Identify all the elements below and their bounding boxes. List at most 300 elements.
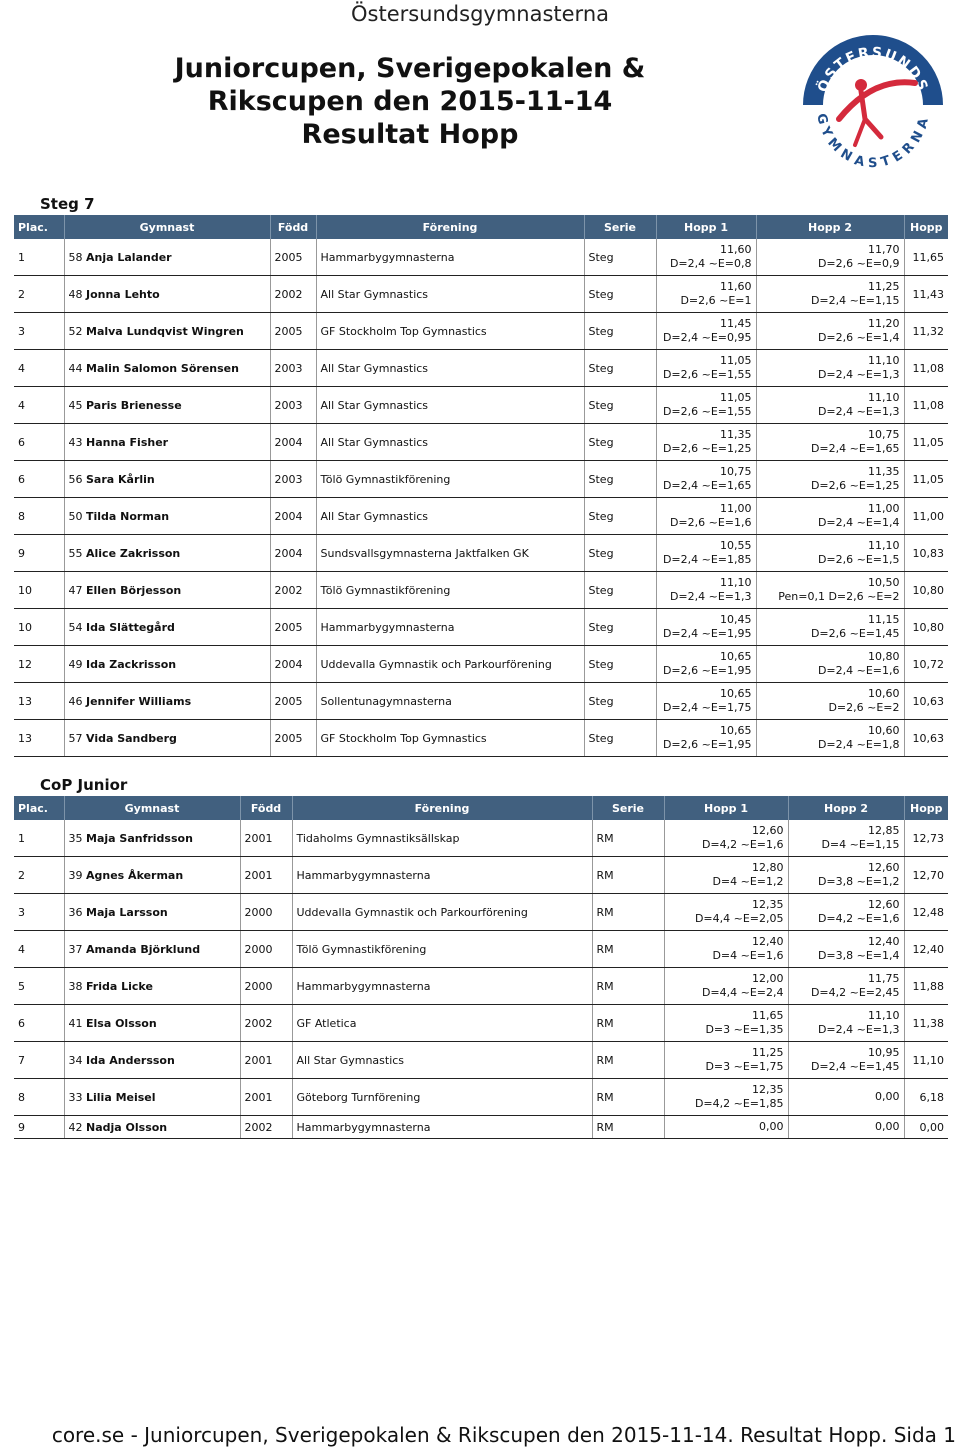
cell-gymnast	[64, 1005, 240, 1042]
cell-hopp	[904, 313, 948, 350]
cell-hopp	[904, 683, 948, 720]
start-number: 45	[68, 398, 83, 412]
cell-hopp1	[656, 239, 756, 276]
total-score: 6,18	[919, 1090, 944, 1104]
gymnast-name: Hanna Fisher	[86, 435, 169, 449]
cell-hopp2	[788, 1042, 904, 1079]
cell-hopp2	[788, 1079, 904, 1116]
start-number: 57	[68, 731, 83, 745]
cell-plac	[14, 498, 64, 535]
cell-hopp	[904, 1116, 948, 1139]
score: 11,10	[720, 576, 752, 589]
cell-hopp1	[656, 498, 756, 535]
placement: 6	[18, 435, 25, 449]
cell-hopp	[904, 646, 948, 683]
col-fodd: Född	[240, 796, 292, 820]
table-row	[14, 894, 948, 931]
gymnast-name: Malin Salomon Sörensen	[86, 361, 239, 375]
birth-year: 2001	[244, 1053, 273, 1067]
gymnast-name: Paris Brienesse	[86, 398, 182, 412]
club-name: All Star Gymnastics	[320, 509, 429, 523]
total-score: 12,48	[912, 905, 944, 919]
cell-hopp1	[664, 1005, 788, 1042]
score: 10,60	[868, 687, 900, 700]
club-name: GF Atletica	[296, 1016, 357, 1030]
start-number: 36	[68, 905, 83, 919]
score-detail: D=2,4 ~E=1,65	[810, 442, 900, 455]
cell-gymnast	[64, 1116, 240, 1139]
cell-plac	[14, 857, 64, 894]
serie: RM	[596, 1120, 614, 1134]
birth-year: 2005	[274, 620, 303, 634]
start-number: 41	[68, 1016, 83, 1030]
score-detail: D=4,4 ~E=2,05	[694, 912, 784, 925]
score: 10,65	[720, 687, 752, 700]
birth-year: 2001	[244, 1090, 273, 1104]
gymnast-name: Sara Kårlin	[86, 472, 155, 486]
birth-year: 2002	[244, 1016, 273, 1030]
cell-forening	[292, 1005, 592, 1042]
start-number: 55	[68, 546, 83, 560]
cell-forening	[316, 387, 584, 424]
club-name: Sundsvallsgymnasterna Jaktfalken GK	[320, 546, 529, 560]
cell-gymnast	[64, 1042, 240, 1079]
score: 11,35	[720, 428, 752, 441]
cell-hopp2	[788, 857, 904, 894]
score-detail: D=2,6 ~E=1,6	[669, 516, 752, 529]
birth-year: 2004	[274, 657, 303, 671]
cell-hopp2	[756, 313, 904, 350]
score: 12,60	[868, 861, 900, 874]
total-score: 11,08	[912, 398, 944, 412]
logo-text-top: ÖSTERSUNDS	[814, 44, 932, 95]
birth-year: 2005	[274, 694, 303, 708]
cell-hopp	[904, 239, 948, 276]
serie: RM	[596, 831, 614, 845]
start-number: 39	[68, 868, 83, 882]
score-detail: D=4,4 ~E=2,4	[701, 986, 784, 999]
cell-hopp2	[756, 239, 904, 276]
serie: RM	[596, 979, 614, 993]
cell-forening	[292, 1079, 592, 1116]
cell-fodd	[270, 424, 316, 461]
gymnast-name: Elsa Olsson	[86, 1016, 157, 1030]
score-detail: D=4 ~E=1,2	[712, 875, 784, 888]
table-row	[14, 387, 948, 424]
total-score: 0,00	[919, 1120, 944, 1134]
serie: Steg	[588, 731, 614, 745]
cell-gymnast	[64, 931, 240, 968]
placement: 3	[18, 905, 25, 919]
birth-year: 2005	[274, 250, 303, 264]
cell-fodd	[240, 1005, 292, 1042]
placement: 8	[18, 509, 25, 523]
cell-fodd	[270, 535, 316, 572]
cell-hopp	[904, 461, 948, 498]
gymnast-name: Maja Sanfridsson	[86, 831, 193, 845]
score: 12,35	[752, 1083, 784, 1096]
total-score: 11,65	[912, 250, 944, 264]
start-number: 37	[68, 942, 83, 956]
cell-plac	[14, 535, 64, 572]
club-name: Hammarbygymnasterna	[320, 250, 455, 264]
cell-fodd	[270, 609, 316, 646]
score: 10,75	[720, 465, 752, 478]
cell-fodd	[270, 646, 316, 683]
gymnast-name: Malva Lundqvist Wingren	[86, 324, 244, 338]
cell-gymnast	[64, 683, 270, 720]
score: 11,25	[868, 280, 900, 293]
cell-hopp1	[664, 931, 788, 968]
title-line-1: Juniorcupen, Sverigepokalen &	[174, 53, 646, 84]
club-name: Hammarbygymnasterna	[320, 620, 455, 634]
birth-year: 2002	[244, 1120, 273, 1134]
placement: 13	[18, 694, 32, 708]
cell-hopp2	[756, 720, 904, 757]
cell-gymnast	[64, 498, 270, 535]
club-name: GF Stockholm Top Gymnastics	[320, 731, 487, 745]
score-detail: D=2,4 ~E=1,45	[810, 1060, 900, 1073]
cell-hopp1	[656, 646, 756, 683]
score: 12,40	[868, 935, 900, 948]
club-name: Hammarbygymnasterna	[296, 868, 431, 882]
placement: 5	[18, 979, 25, 993]
cell-hopp2	[788, 894, 904, 931]
cell-serie	[592, 894, 664, 931]
table-row	[14, 968, 948, 1005]
cell-fodd	[240, 968, 292, 1005]
cell-serie	[584, 609, 656, 646]
club-name: Sollentunagymnasterna	[320, 694, 452, 708]
start-number: 49	[68, 657, 83, 671]
score: 11,10	[868, 391, 900, 404]
cell-forening	[316, 461, 584, 498]
cell-plac	[14, 931, 64, 968]
cell-plac	[14, 894, 64, 931]
serie: Steg	[588, 287, 614, 301]
table-row	[14, 572, 948, 609]
cell-hopp2	[788, 968, 904, 1005]
club-name: Tölö Gymnastikförening	[320, 472, 451, 486]
start-number: 54	[68, 620, 83, 634]
total-score: 10,63	[912, 694, 944, 708]
cell-hopp1	[656, 609, 756, 646]
cell-plac	[14, 313, 64, 350]
club-name: All Star Gymnastics	[320, 435, 429, 449]
table-row	[14, 720, 948, 757]
cell-forening	[316, 646, 584, 683]
birth-year: 2003	[274, 398, 303, 412]
cell-serie	[584, 720, 656, 757]
table-row	[14, 313, 948, 350]
cell-hopp	[904, 820, 948, 857]
placement: 12	[18, 657, 32, 671]
cell-hopp1	[664, 894, 788, 931]
cell-plac	[14, 276, 64, 313]
cell-serie	[584, 239, 656, 276]
cell-gymnast	[64, 646, 270, 683]
score: 0,00	[759, 1120, 784, 1133]
svg-text:GYMNASTERNA	[813, 112, 933, 171]
table-row	[14, 276, 948, 313]
gymnast-name: Jonna Lehto	[86, 287, 160, 301]
cell-plac	[14, 820, 64, 857]
cell-gymnast	[64, 424, 270, 461]
start-number: 56	[68, 472, 83, 486]
cell-gymnast	[64, 720, 270, 757]
score: 10,80	[868, 650, 900, 663]
cell-plac	[14, 683, 64, 720]
score: 11,25	[752, 1046, 784, 1059]
cell-forening	[292, 857, 592, 894]
table-row	[14, 239, 948, 276]
total-score: 12,40	[912, 942, 944, 956]
cell-plac	[14, 424, 64, 461]
serie: Steg	[588, 361, 614, 375]
cell-hopp2	[756, 498, 904, 535]
title-line-3: Resultat Hopp	[301, 119, 519, 150]
cell-hopp	[904, 498, 948, 535]
cell-serie	[592, 1005, 664, 1042]
cell-fodd	[240, 931, 292, 968]
placement: 13	[18, 731, 32, 745]
total-score: 10,72	[912, 657, 944, 671]
table-row	[14, 424, 948, 461]
score-detail: D=2,4 ~E=1,85	[662, 553, 752, 566]
placement: 4	[18, 361, 25, 375]
gymnast-name: Amanda Björklund	[86, 942, 201, 956]
total-score: 10,80	[912, 620, 944, 634]
score: 11,10	[868, 354, 900, 367]
total-score: 11,08	[912, 361, 944, 375]
gymnast-name: Agnes Åkerman	[86, 868, 184, 882]
cell-hopp	[904, 720, 948, 757]
cell-gymnast	[64, 239, 270, 276]
cell-fodd	[270, 461, 316, 498]
cell-plac	[14, 1079, 64, 1116]
cell-hopp2	[756, 424, 904, 461]
start-number: 42	[68, 1120, 83, 1134]
col-hopp: Hopp	[904, 796, 948, 820]
cell-serie	[584, 424, 656, 461]
cell-serie	[584, 498, 656, 535]
section-title-cop-junior: CoP Junior	[40, 776, 128, 794]
serie: RM	[596, 1053, 614, 1067]
score-detail: D=2,6 ~E=1	[680, 294, 752, 307]
cell-forening	[292, 820, 592, 857]
total-score: 11,00	[912, 509, 944, 523]
placement: 10	[18, 583, 32, 597]
cell-serie	[584, 535, 656, 572]
cell-gymnast	[64, 857, 240, 894]
serie: Steg	[588, 546, 614, 560]
cell-serie	[584, 461, 656, 498]
start-number: 50	[68, 509, 83, 523]
birth-year: 2004	[274, 435, 303, 449]
cell-hopp1	[656, 683, 756, 720]
cell-serie	[584, 572, 656, 609]
cell-plac	[14, 350, 64, 387]
gymnast-name: Anja Lalander	[86, 250, 172, 264]
cell-gymnast	[64, 1079, 240, 1116]
table-row	[14, 1079, 948, 1116]
club-name: All Star Gymnastics	[296, 1053, 405, 1067]
gymnast-name: Jennifer Williams	[86, 694, 192, 708]
cell-fodd	[270, 720, 316, 757]
total-score: 10,83	[912, 546, 944, 560]
total-score: 11,88	[912, 979, 944, 993]
score-detail: D=2,4 ~E=0,8	[669, 257, 752, 270]
birth-year: 2001	[244, 831, 273, 845]
birth-year: 2003	[274, 472, 303, 486]
cell-hopp2	[756, 276, 904, 313]
score: 12,80	[752, 861, 784, 874]
score-detail: D=2,6 ~E=1,95	[662, 664, 752, 677]
birth-year: 2004	[274, 509, 303, 523]
score: 11,05	[720, 354, 752, 367]
col-hopp2: Hopp 2	[756, 215, 904, 239]
birth-year: 2001	[244, 868, 273, 882]
cell-forening	[292, 894, 592, 931]
placement: 6	[18, 1016, 25, 1030]
col-plac: Plac.	[14, 215, 64, 239]
cell-hopp2	[756, 387, 904, 424]
cell-serie	[584, 276, 656, 313]
cell-hopp1	[656, 535, 756, 572]
cell-hopp1	[656, 424, 756, 461]
cell-forening	[316, 424, 584, 461]
score-detail: D=4,2 ~E=1,6	[701, 838, 784, 851]
total-score: 11,05	[912, 435, 944, 449]
club-name: Tidaholms Gymnastiksällskap	[296, 831, 460, 845]
cell-serie	[592, 820, 664, 857]
cell-plac	[14, 609, 64, 646]
score: 11,20	[868, 317, 900, 330]
score: 10,60	[868, 724, 900, 737]
club-name: GF Stockholm Top Gymnastics	[320, 324, 487, 338]
serie: Steg	[588, 509, 614, 523]
birth-year: 2002	[274, 287, 303, 301]
score: 10,95	[868, 1046, 900, 1059]
table-row	[14, 646, 948, 683]
cell-forening	[292, 931, 592, 968]
score: 11,00	[720, 502, 752, 515]
page-footer	[0, 1423, 960, 1449]
cell-gymnast	[64, 461, 270, 498]
cell-forening	[316, 535, 584, 572]
cell-hopp2	[756, 461, 904, 498]
col-gymnast: Gymnast	[64, 215, 270, 239]
cell-plac	[14, 239, 64, 276]
cell-forening	[316, 720, 584, 757]
cell-fodd	[240, 857, 292, 894]
score-detail: D=2,6 ~E=1,4	[817, 331, 900, 344]
serie: Steg	[588, 694, 614, 708]
cell-hopp1	[656, 720, 756, 757]
table-row	[14, 535, 948, 572]
birth-year: 2000	[244, 905, 273, 919]
cell-forening	[316, 276, 584, 313]
cell-fodd	[240, 820, 292, 857]
placement: 6	[18, 472, 25, 486]
cell-serie	[584, 683, 656, 720]
score-detail: D=2,4 ~E=0,95	[662, 331, 752, 344]
total-score: 11,43	[912, 287, 944, 301]
score: 11,10	[868, 539, 900, 552]
cell-gymnast	[64, 387, 270, 424]
cell-plac	[14, 1116, 64, 1139]
cell-hopp	[904, 1079, 948, 1116]
score-detail: D=2,6 ~E=0,9	[817, 257, 900, 270]
club-name: All Star Gymnastics	[320, 398, 429, 412]
score: 11,75	[868, 972, 900, 985]
cell-forening	[292, 1116, 592, 1139]
serie: Steg	[588, 250, 614, 264]
gymnast-name: Frida Licke	[86, 979, 153, 993]
score-detail: Pen=0,1 D=2,6 ~E=2	[778, 590, 900, 603]
score-detail: D=2,4 ~E=1,3	[669, 590, 752, 603]
table-row	[14, 1005, 948, 1042]
serie: Steg	[588, 324, 614, 338]
cell-hopp2	[788, 1005, 904, 1042]
cell-hopp2	[756, 683, 904, 720]
cell-hopp	[904, 424, 948, 461]
start-number: 46	[68, 694, 83, 708]
serie: RM	[596, 1090, 614, 1104]
total-score: 12,70	[912, 868, 944, 882]
col-gymnast: Gymnast	[64, 796, 240, 820]
cell-hopp1	[656, 350, 756, 387]
club-header: Östersundsgymnasterna	[350, 2, 610, 26]
club-name: Tölö Gymnastikförening	[320, 583, 451, 597]
col-serie: Serie	[584, 215, 656, 239]
placement: 9	[18, 546, 25, 560]
score: 10,50	[868, 576, 900, 589]
score-detail: D=2,6 ~E=1,25	[810, 479, 900, 492]
birth-year: 2002	[274, 583, 303, 597]
cell-gymnast	[64, 968, 240, 1005]
score-detail: D=3 ~E=1,75	[705, 1060, 784, 1073]
score-detail: D=2,6 ~E=1,55	[662, 368, 752, 381]
table-row	[14, 931, 948, 968]
cell-hopp2	[756, 350, 904, 387]
birth-year: 2000	[244, 942, 273, 956]
table-row	[14, 1042, 948, 1079]
cell-hopp	[904, 535, 948, 572]
score-detail: D=2,6 ~E=2	[828, 701, 900, 714]
table-row	[14, 498, 948, 535]
cell-hopp1	[664, 820, 788, 857]
club-name: Uddevalla Gymnastik och Parkourförening	[296, 905, 528, 919]
cell-plac	[14, 968, 64, 1005]
cell-plac	[14, 720, 64, 757]
col-forening: Förening	[292, 796, 592, 820]
placement: 4	[18, 398, 25, 412]
score-detail: D=4,2 ~E=2,45	[810, 986, 900, 999]
cell-fodd	[270, 313, 316, 350]
start-number: 33	[68, 1090, 83, 1104]
score: 12,00	[752, 972, 784, 985]
score: 10,75	[868, 428, 900, 441]
cell-serie	[584, 646, 656, 683]
total-score: 11,38	[912, 1016, 944, 1030]
cell-fodd	[270, 498, 316, 535]
cell-forening	[316, 572, 584, 609]
cell-gymnast	[64, 609, 270, 646]
score: 11,15	[868, 613, 900, 626]
cell-fodd	[270, 572, 316, 609]
total-score: 11,32	[912, 324, 944, 338]
